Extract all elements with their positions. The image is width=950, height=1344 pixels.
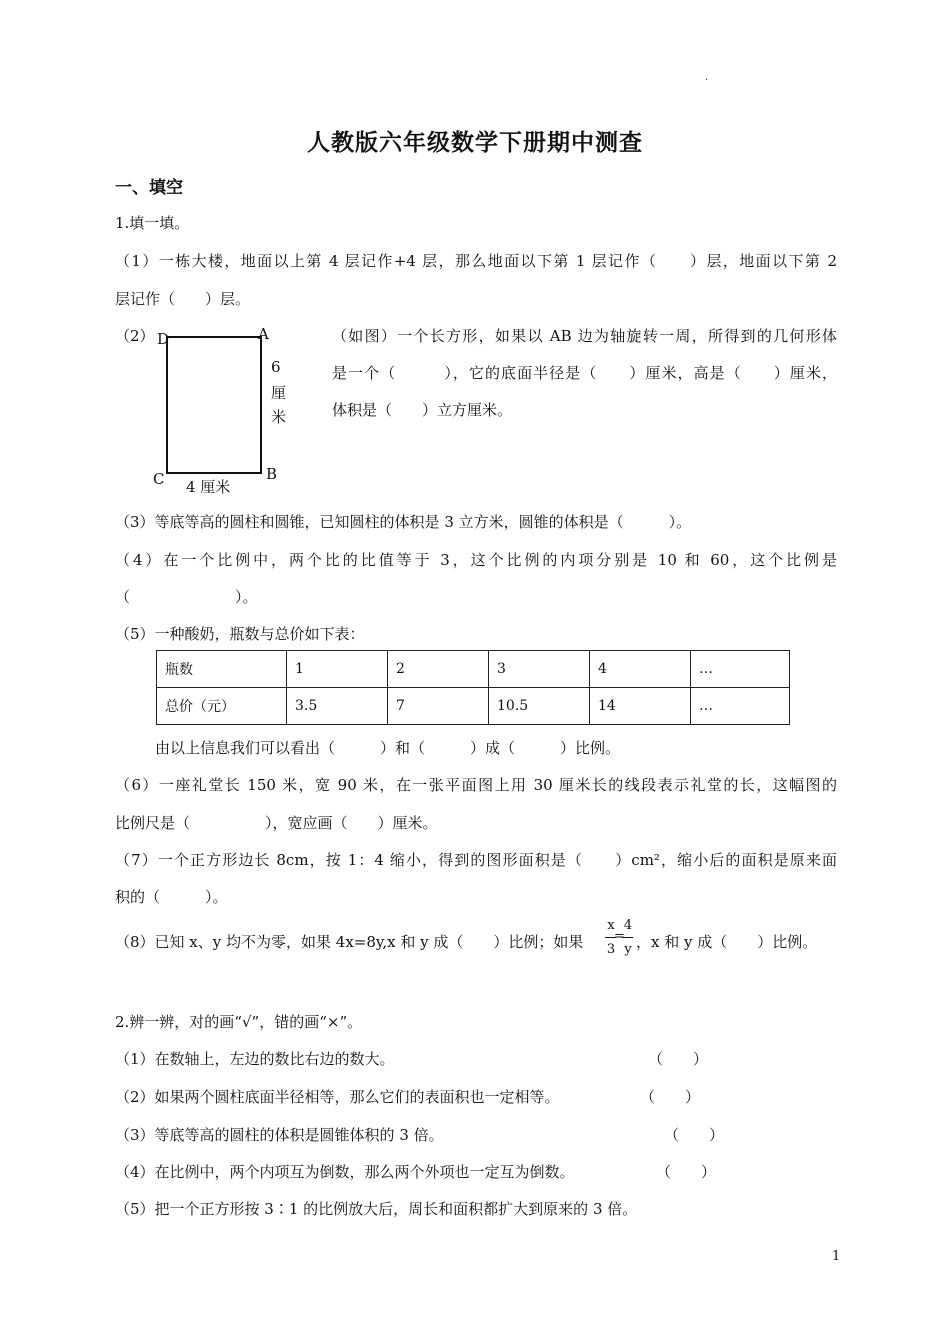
q1-p4-line1: （4）在一个比例中，两个比的比值等于 3，这个比例的内项分别是 10 和 60，这个比例是 [115, 551, 837, 569]
q1-p4-line2: （ ）。 [115, 588, 258, 606]
rectangle-shape [166, 336, 262, 474]
q1-p1-line1: （1）一栋大楼，地面以上第 4 层记作+4 层，那么地面以下第 1 层记作（ ）层，地面以下第 2 [115, 252, 837, 270]
table-cell: 10.5 [489, 688, 590, 725]
fraction-bar [622, 937, 633, 938]
q2-item-3-answer-box: （ ） [664, 1126, 725, 1144]
q2-item-5: （5）把一个正方形按 3∶1 的比例放大后，周长和面积都扩大到原来的 3 倍。 [115, 1200, 638, 1218]
q1-p6-line2: 比例尺是（ ），宽应画（ ）厘米。 [115, 814, 438, 832]
side-label-li: 厘 [271, 384, 287, 402]
q1-p2-line3: 体积是（ ）立方厘米。 [332, 401, 513, 419]
table-cell: 4 [590, 651, 691, 688]
table-row [157, 651, 790, 688]
q2-heading: 2.辨一辨，对的画“√”，错的画“×”。 [115, 1013, 363, 1031]
q1-p7-line2: 积的（ ）。 [115, 888, 228, 906]
side-label-mi: 米 [271, 408, 287, 426]
fraction-x-numerator: x [607, 918, 615, 933]
q1-p2-label: （2） [115, 327, 155, 345]
q1-p7-line1: （7）一个正方形边长 8cm，按 1：4 缩小，得到的图形面积是（ ）cm²，缩小后的面积是原来面 [115, 851, 837, 869]
price-table [156, 650, 790, 725]
side-label-6: 6 [271, 358, 281, 376]
q2-item-4: （4）在比例中，两个内项互为倒数，那么两个外项也一定互为倒数。 [115, 1163, 575, 1181]
table-cell: … [691, 688, 790, 725]
table-cell: 14 [590, 688, 691, 725]
corner-label-c: C [153, 470, 165, 484]
q1-p5-after: 由以上信息我们可以看出（ ）和（ ）成（ ）比例。 [155, 739, 621, 757]
q1-p8-part2: ，x 和 y 成（ ）比例。 [636, 933, 818, 951]
table-cell: 总价（元） [157, 688, 287, 725]
q1-p2-line1: （如图）一个长方形，如果以 AB 边为轴旋转一周，所得到的几何形体 [332, 327, 837, 345]
q2-item-2: （2）如果两个圆柱底面半径相等，那么它们的表面积也一定相等。 [115, 1088, 560, 1106]
q1-p8-part1: （8）已知 x、y 均不为零，如果 4x=8y,x 和 y 成（ ）比例；如果 [115, 933, 584, 951]
table-cell: 3 [489, 651, 590, 688]
equals-sign: = [614, 929, 625, 944]
section-heading-fill-blank: 一、填空 [115, 178, 183, 198]
q1-heading: 1.填一填。 [115, 214, 190, 232]
fraction-3-denominator: 3 [606, 942, 616, 957]
corner-label-b: B [266, 465, 278, 483]
table-cell: 3.5 [287, 688, 388, 725]
table-cell: 瓶数 [157, 651, 287, 688]
q2-item-2-answer-box: （ ） [640, 1088, 701, 1106]
q2-item-4-answer-box: （ ） [656, 1163, 717, 1181]
q2-item-3: （3）等底等高的圆柱的体积是圆锥体积的 3 倍。 [115, 1126, 444, 1144]
q2-item-1-answer-box: （ ） [648, 1050, 709, 1068]
q1-p2-line2: 是一个（ ），它的底面半径是（ ）厘米，高是（ ）厘米， [332, 364, 837, 382]
q2-item-1: （1）在数轴上，左边的数比右边的数大。 [115, 1050, 395, 1068]
q1-p1-line2: 层记作（ ）层。 [115, 290, 251, 308]
header-dot: . [705, 72, 709, 83]
page-number: 1 [832, 1249, 841, 1264]
table-row [157, 688, 790, 725]
table-cell: 1 [287, 651, 388, 688]
fraction-y-denominator: y [624, 942, 632, 957]
corner-label-d: D [157, 330, 170, 348]
rectangle-figure [150, 322, 300, 494]
table-cell: 7 [388, 688, 489, 725]
q1-p3: （3）等底等高的圆柱和圆锥，已知圆柱的体积是 3 立方米，圆锥的体积是（ ）。 [115, 513, 692, 531]
fraction-4-numerator: 4 [623, 918, 633, 933]
q1-p6-line1: （6）一座礼堂长 150 米，宽 90 米，在一张平面图上用 30 厘米长的线段表示礼堂的长，这幅图的 [115, 776, 837, 794]
table-cell: 2 [388, 651, 489, 688]
q1-p5-intro: （5）一种酸奶，瓶数与总价如下表： [115, 625, 365, 643]
page-title: 人教版六年级数学下册期中测查 [307, 129, 643, 156]
bottom-label: 4 厘米 [186, 478, 231, 496]
corner-label-a: A [258, 325, 269, 343]
table-cell: … [691, 651, 790, 688]
